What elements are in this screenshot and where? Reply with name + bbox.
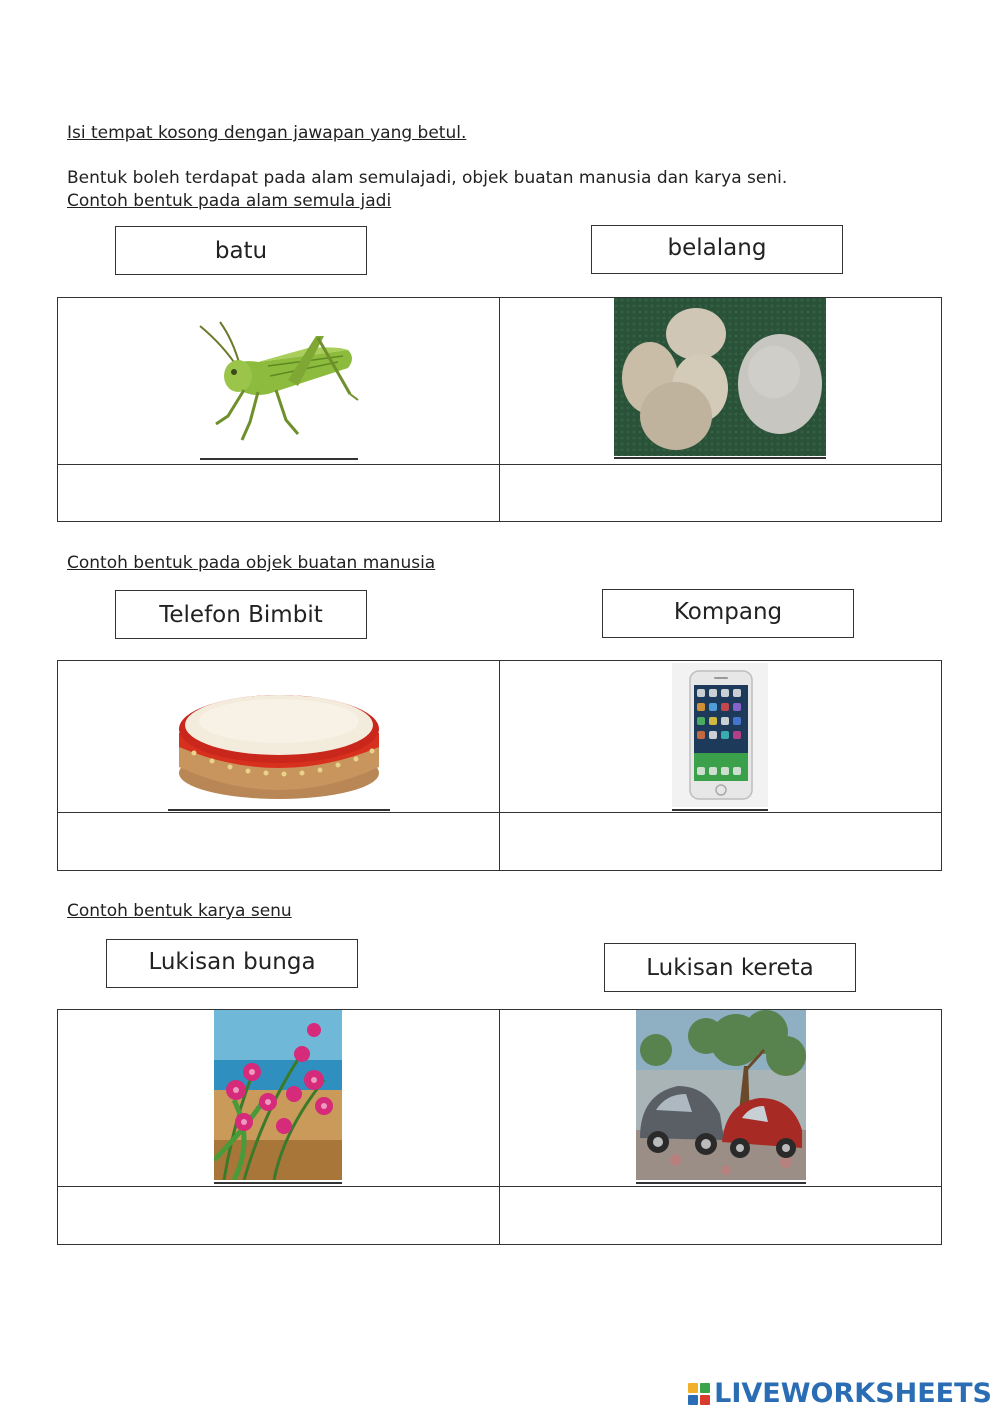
section-heading-art: Contoh bentuk karya senu [67, 901, 292, 921]
word-card-belalang[interactable]: belalang [591, 225, 843, 274]
logo-text: LIVEWORKSHEETS [714, 1378, 992, 1409]
kompang-underline [168, 809, 390, 811]
grasshopper-underline [200, 458, 358, 460]
kompang-image [168, 663, 390, 807]
car-painting-underline [636, 1182, 806, 1184]
stones-underline [614, 457, 826, 459]
answer-cell-3[interactable] [58, 813, 500, 871]
flower-painting-image [214, 1010, 342, 1180]
nature-table [57, 297, 942, 522]
answer-cell-5[interactable] [58, 1187, 500, 1245]
stones-image [614, 298, 826, 456]
image-cell-stones [500, 298, 942, 465]
flower-painting-underline [214, 1182, 342, 1184]
word-card-kompang[interactable]: Kompang [602, 589, 854, 638]
image-cell-phone [500, 661, 942, 813]
word-card-batu[interactable]: batu [115, 226, 367, 275]
intro-text: Bentuk boleh terdapat pada alam semulajadi, objek buatan manusia dan karya seni. [67, 168, 788, 188]
answer-cell-4[interactable] [500, 813, 942, 871]
phone-underline [672, 809, 768, 811]
image-cell-car-painting [500, 1010, 942, 1187]
image-cell-kompang [58, 661, 500, 813]
manmade-table [57, 660, 942, 871]
word-card-lukisan-bunga[interactable]: Lukisan bunga [106, 939, 358, 988]
word-card-lukisan-kereta[interactable]: Lukisan kereta [604, 943, 856, 992]
instruction-text: Isi tempat kosong dengan jawapan yang betul. [67, 123, 467, 143]
section-heading-manmade: Contoh bentuk pada objek buatan manusia [67, 553, 436, 573]
answer-cell-2[interactable] [500, 465, 942, 522]
answer-cell-6[interactable] [500, 1187, 942, 1245]
logo-blocks-icon [688, 1383, 710, 1405]
grasshopper-image [198, 310, 360, 458]
image-cell-grasshopper [58, 298, 500, 465]
art-table [57, 1009, 942, 1245]
word-card-telefon-bimbit[interactable]: Telefon Bimbit [115, 590, 367, 639]
image-cell-flower-painting [58, 1010, 500, 1187]
section-heading-nature: Contoh bentuk pada alam semula jadi [67, 191, 392, 211]
phone-image [672, 663, 768, 807]
liveworksheets-logo [688, 1378, 992, 1409]
answer-cell-1[interactable] [58, 465, 500, 522]
car-painting-image [636, 1010, 806, 1180]
